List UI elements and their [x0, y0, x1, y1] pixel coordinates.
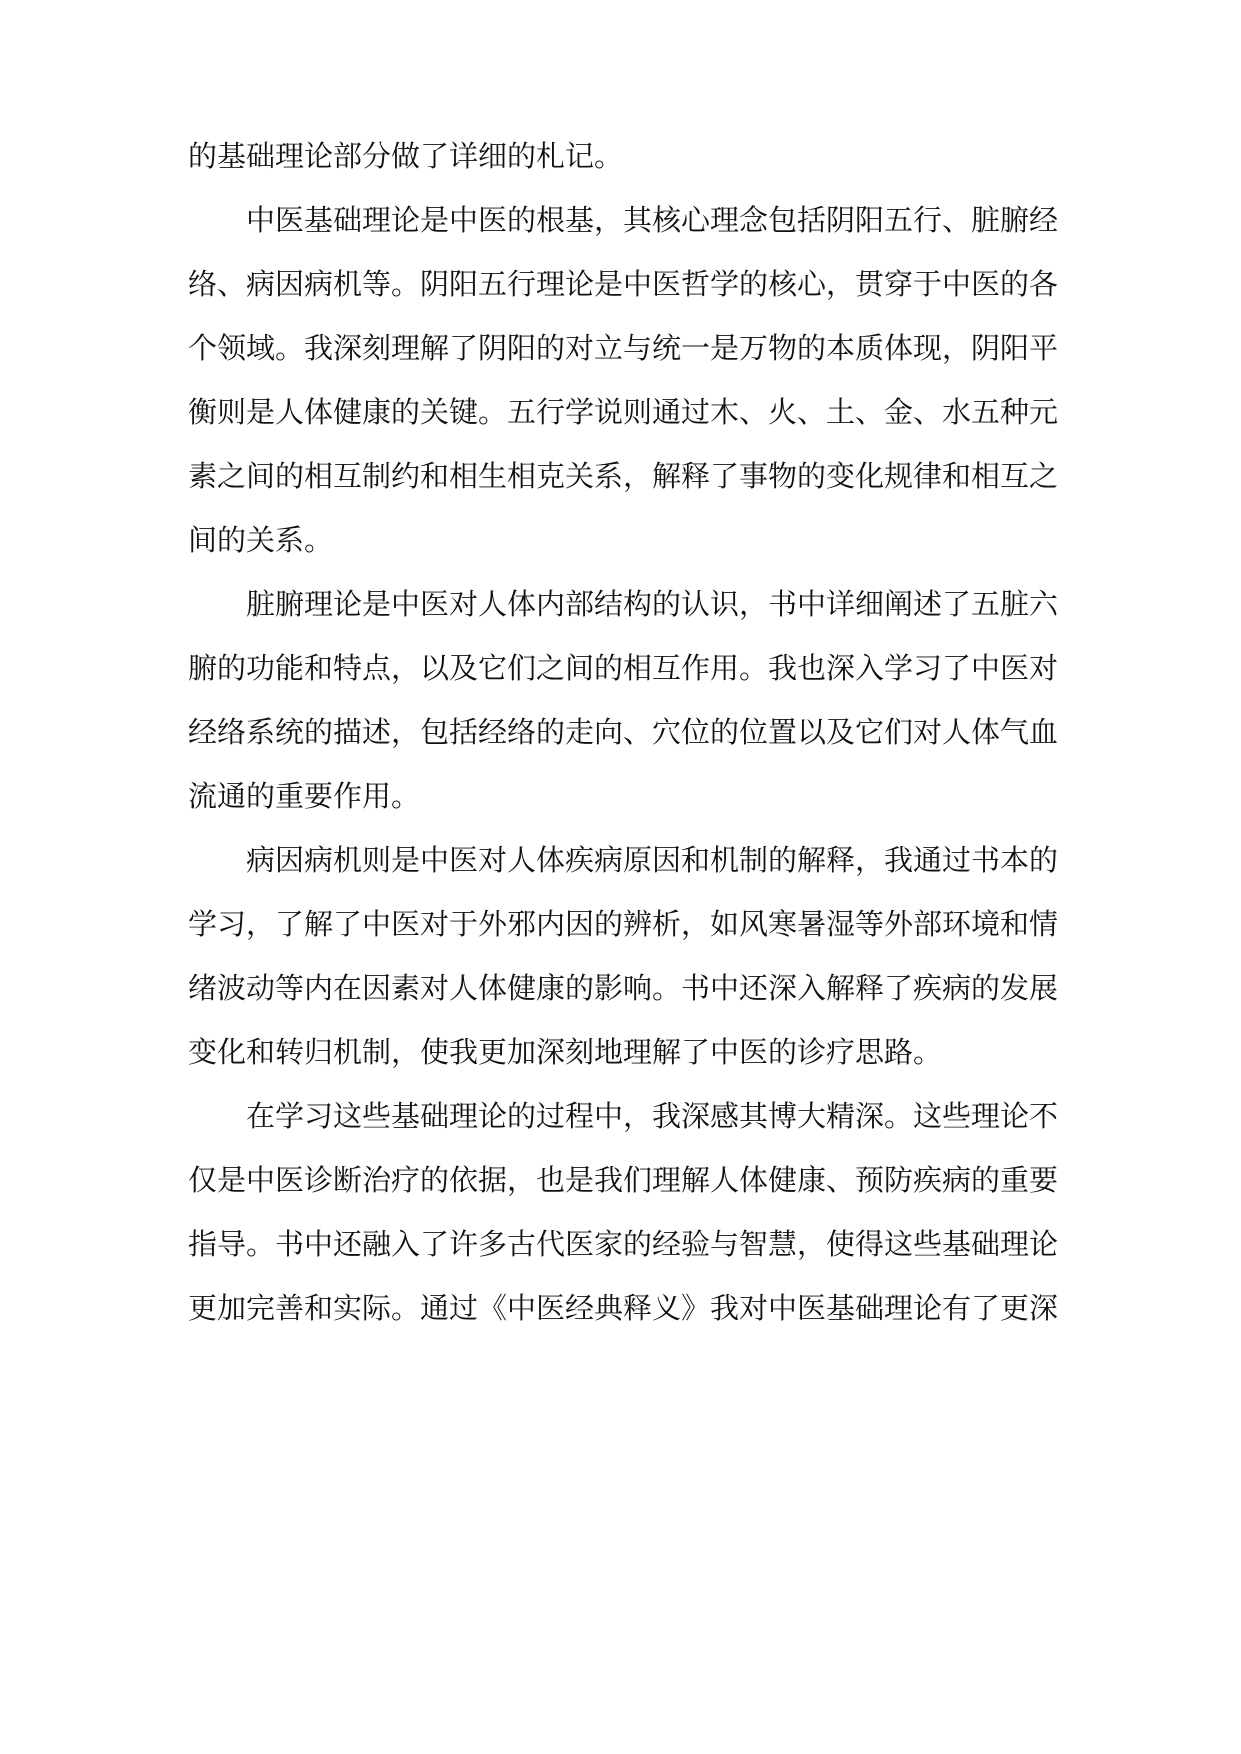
text-line: 素之间的相互制约和相生相克关系，解释了事物的变化规律和相互之: [188, 459, 1058, 493]
text-line: 络、病因病机等。阴阳五行理论是中医哲学的核心，贯穿于中医的各: [188, 267, 1058, 301]
text-line: 的基础理论部分做了详细的札记。: [188, 139, 624, 173]
text-line: 在学习这些基础理论的过程中，我深感其博大精深。这些理论不: [246, 1099, 1058, 1133]
text-line: 衡则是人体健康的关键。五行学说则通过木、火、土、金、水五种元: [188, 395, 1058, 429]
text-line: 间的关系。: [188, 523, 334, 557]
text-line: 中医基础理论是中医的根基，其核心理念包括阴阳五行、脏腑经: [246, 203, 1058, 237]
text-line: 变化和转归机制，使我更加深刻地理解了中医的诊疗思路。: [188, 1035, 943, 1069]
text-line: 经络系统的描述，包括经络的走向、穴位的位置以及它们对人体气血: [188, 715, 1058, 749]
text-line: 学习，了解了中医对于外邪内因的辨析，如风寒暑湿等外部环境和情: [188, 907, 1058, 941]
text-line: 流通的重要作用。: [188, 779, 421, 813]
text-line: 仅是中医诊断治疗的依据，也是我们理解人体健康、预防疾病的重要: [188, 1163, 1058, 1197]
text-line: 腑的功能和特点，以及它们之间的相互作用。我也深入学习了中医对: [188, 651, 1058, 685]
text-line: 脏腑理论是中医对人体内部结构的认识，书中详细阐述了五脏六: [246, 587, 1058, 621]
text-line: 指导。书中还融入了许多古代医家的经验与智慧，使得这些基础理论: [188, 1227, 1058, 1261]
text-line: 绪波动等内在因素对人体健康的影响。书中还深入解释了疾病的发展: [188, 971, 1058, 1005]
text-line: 病因病机则是中医对人体疾病原因和机制的解释，我通过书本的: [246, 843, 1058, 877]
text-line: 个领域。我深刻理解了阴阳的对立与统一是万物的本质体现，阴阳平: [188, 331, 1058, 365]
text-line: 更加完善和实际。通过《中医经典释义》我对中医基础理论有了更深: [188, 1291, 1058, 1325]
